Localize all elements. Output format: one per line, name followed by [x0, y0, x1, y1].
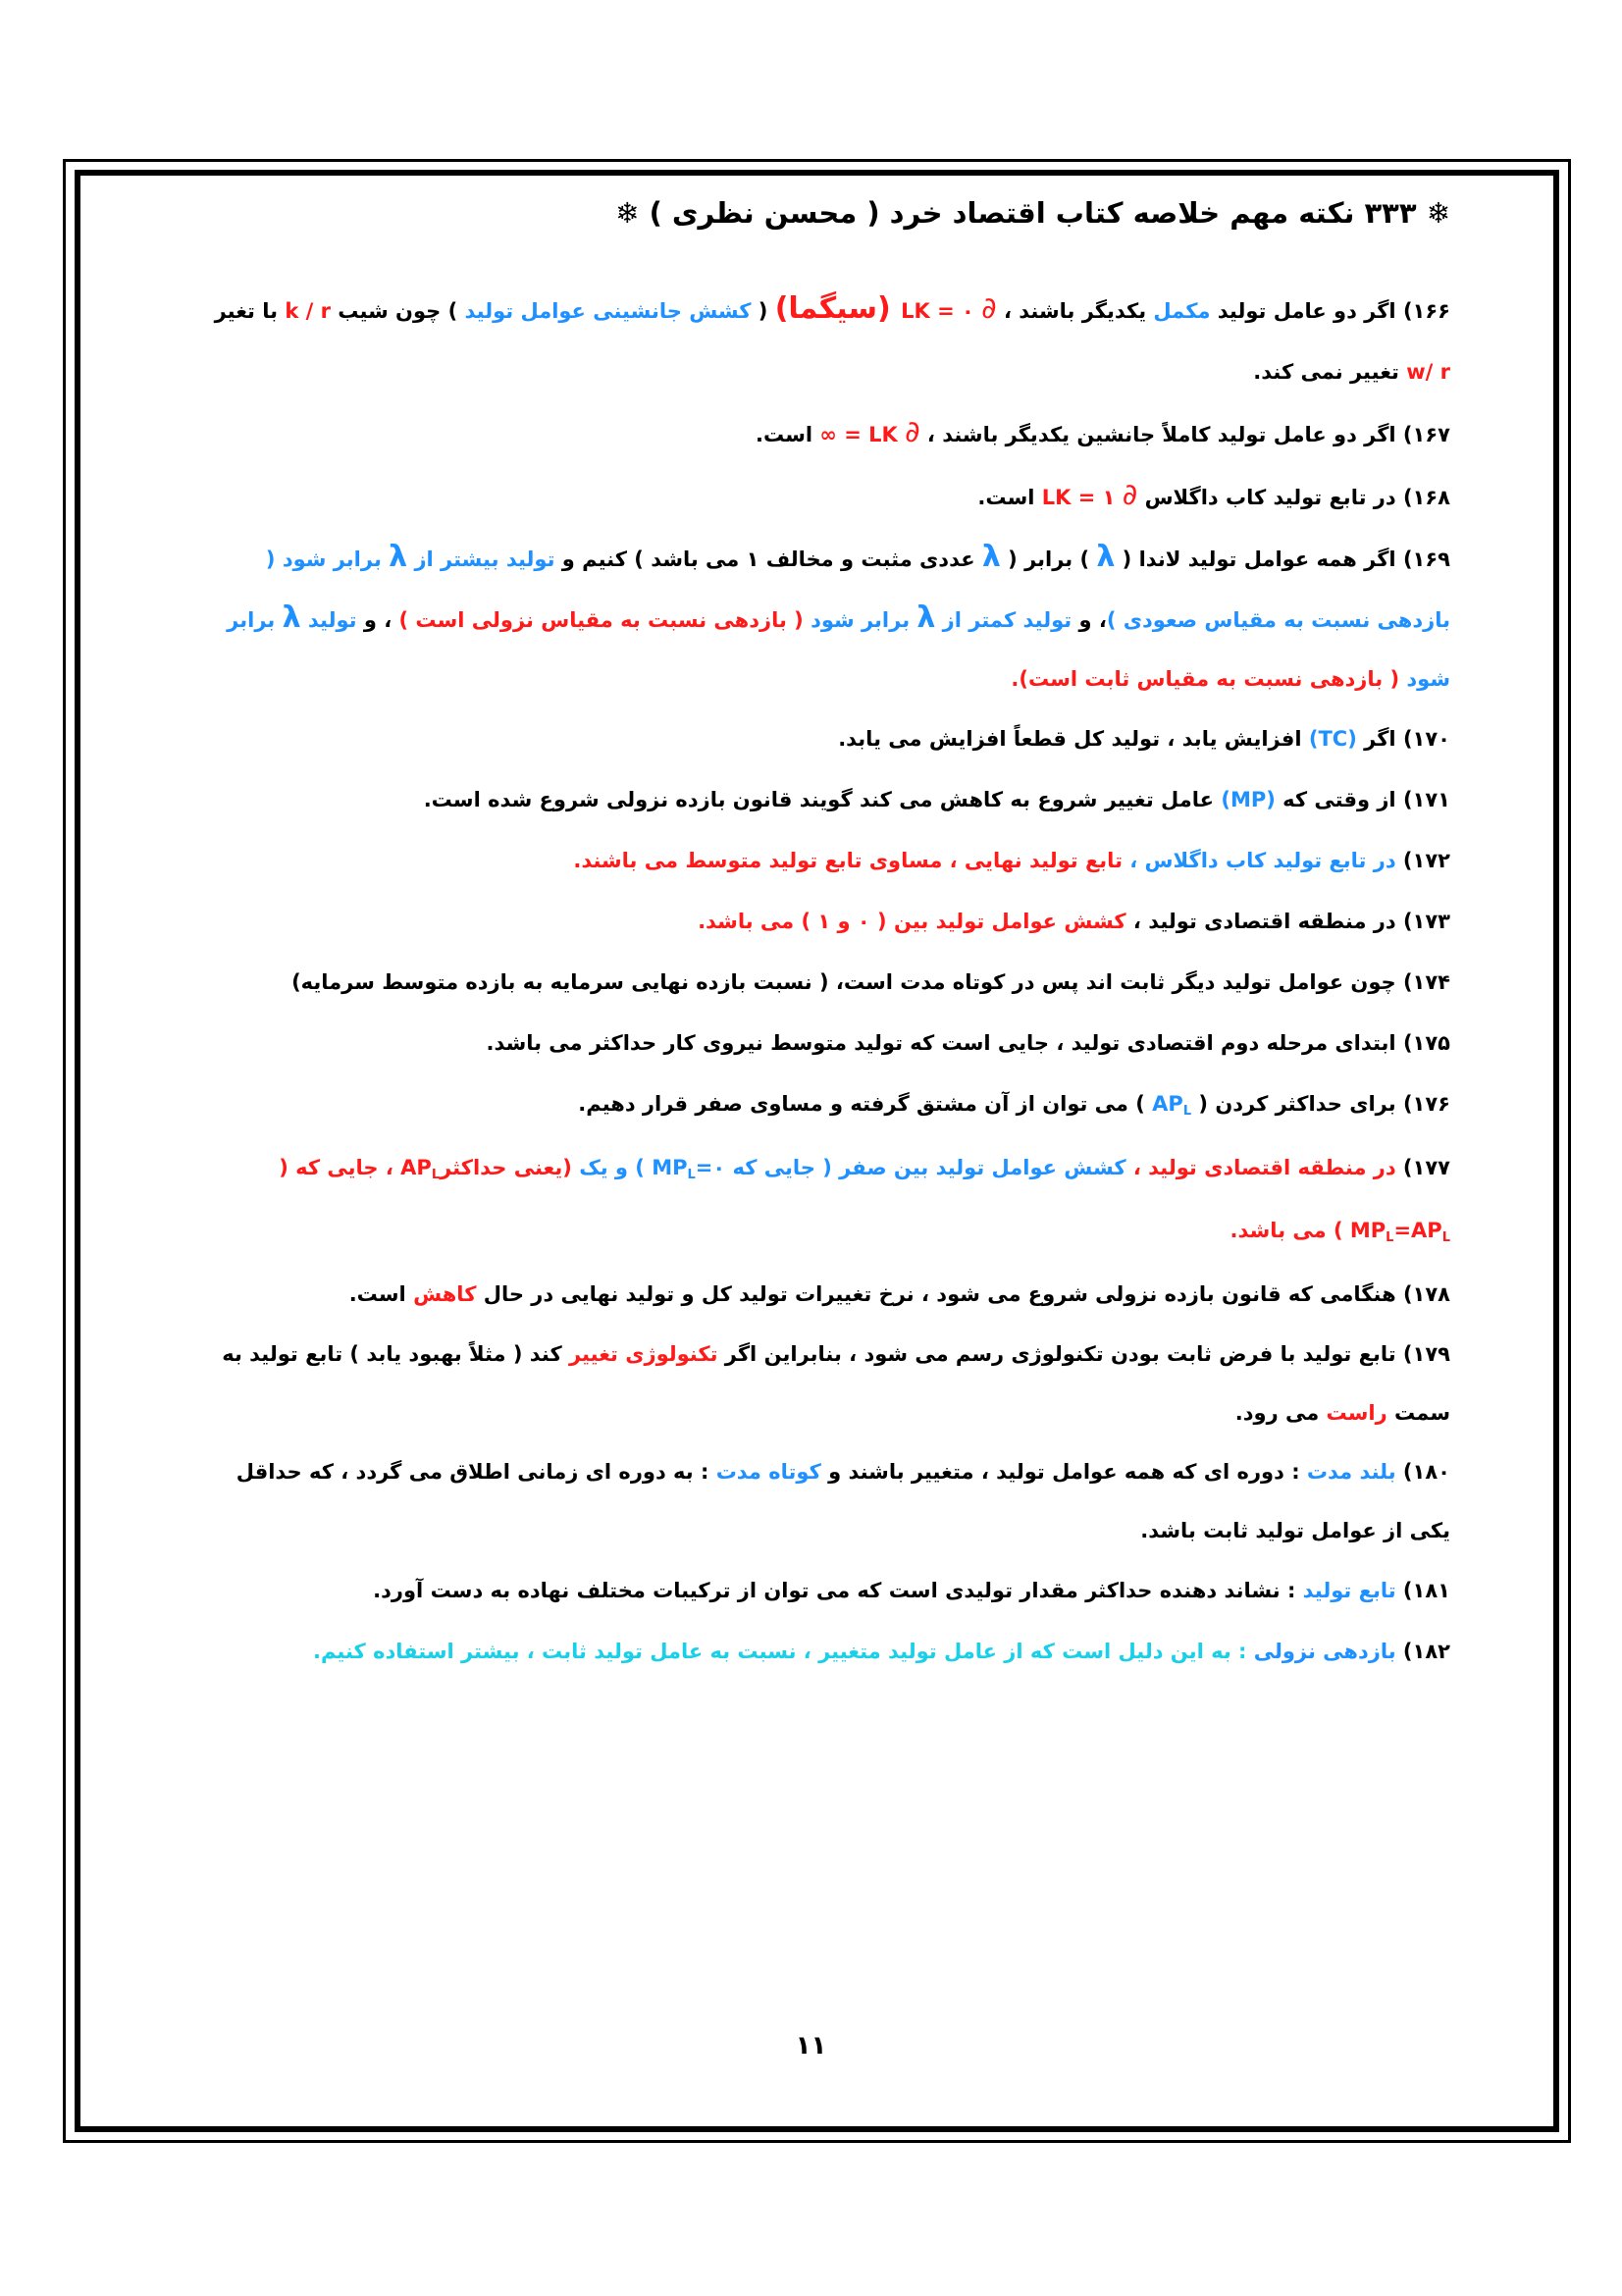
note-179-segment: ۱۷۹) تابع تولید با فرض ثابت بودن تکنولوژی رسم می شود ، بنابراین اگر: [717, 1342, 1450, 1366]
note-177-segment: ، جایی که ( MP: [279, 1156, 1387, 1242]
note-166-segment: با تغیر: [214, 299, 286, 323]
note-171-segment: عامل تغییر شروع به کاهش می کند گویند قانون بازده نزولی شروع شده است.: [423, 788, 1222, 811]
note-179-segment: می رود.: [1234, 1401, 1327, 1425]
note-181-segment: ۱۸۱): [1395, 1579, 1450, 1602]
note-181-segment: تابع تولید: [1302, 1579, 1396, 1602]
notes-list: [206, 279, 1450, 1682]
note-166-segment: w/ r: [1406, 360, 1450, 384]
note-176-segment: ) می توان از آن مشتق گرفته و مساوی صفر قرار دهیم.: [578, 1092, 1153, 1116]
note-item-166: [206, 279, 1450, 402]
document-body: [206, 186, 1450, 1682]
note-181-segment: : نشاند دهنده حداکثر مقدار تولیدی است که می توان از ترکیبات مختلف نهاده به دست آورد.: [373, 1579, 1303, 1602]
note-177-segment: MP: [652, 1156, 688, 1179]
note-168-segment: ∂: [1122, 478, 1138, 512]
note-item-181: [206, 1560, 1450, 1621]
note-173-segment: کشش عوامل تولید بین ( ۰ و ۱ ) می باشد.: [698, 910, 1126, 933]
note-168-segment: ۱۶۸) در تابع تولید کاب داگلاس: [1137, 486, 1450, 509]
note-178-segment: ۱۷۸) هنگامی که قانون بازده نزولی شروع می شود ، نرخ تغییرات تولید کل و تولید نهایی در حال: [476, 1282, 1450, 1306]
document-title: ❄ ۳۳۳ نکته مهم خلاصه کتاب اقتصاد خرد ( محسن نظری ) ❄: [615, 196, 1450, 230]
note-169-segment: تولید بیشتر از: [407, 548, 555, 571]
note-177-segment: =AP: [1393, 1219, 1442, 1242]
note-169-segment: برابر شود: [811, 608, 917, 632]
note-169-segment: λ: [1096, 540, 1116, 574]
note-182-segment: : به این دلیل است که از عامل تولید متغییر ، نسبت به عامل تولید ثابت ، بیشتر استفاده کنیم.: [312, 1640, 1254, 1663]
note-169-segment: تولید: [300, 608, 357, 632]
note-169-segment: λ: [389, 540, 408, 574]
note-166-segment: LK = ۰: [901, 299, 982, 323]
note-178-segment: کاهش: [413, 1282, 477, 1306]
note-item-174: [206, 952, 1450, 1013]
note-178-segment: است.: [348, 1282, 414, 1306]
note-169-segment: عددی مثبت و مخالف ۱ می باشد ) کنیم و: [554, 548, 982, 571]
note-180-segment: : دوره ای که همه عوامل تولید ، متغییر باشند و: [820, 1460, 1307, 1484]
page-number: ۱۱: [795, 2031, 827, 2061]
note-item-178: [206, 1264, 1450, 1325]
note-179-segment: کند ( مثلاً بهبود یابد ) تابع تولید به سمت: [222, 1342, 1450, 1425]
note-166-segment: (: [751, 299, 775, 323]
note-169-segment: ۱۶۹) اگر همه عوامل تولید لاندا (: [1115, 548, 1450, 571]
note-166-segment: کشش جانشینی عوامل تولید: [464, 299, 752, 323]
note-170-segment: (TC): [1308, 727, 1357, 751]
note-item-179: [206, 1325, 1450, 1442]
note-169-segment: ( بازدهی نسبت به مقیاس ثابت است).: [1011, 667, 1407, 691]
note-167-segment: ∂: [905, 415, 920, 449]
note-171-segment: ۱۷۱) از وقتی که: [1275, 788, 1450, 811]
note-172-segment: ۱۷۲): [1395, 849, 1450, 872]
note-170-segment: افزایش یابد ، تولید کل قطعاً افزایش می یابد.: [838, 727, 1309, 751]
note-173-segment: ۱۷۳) در منطقه اقتصادی تولید ،: [1125, 910, 1450, 933]
note-166-segment: ۱۶۶) اگر دو عامل تولید: [1210, 299, 1450, 323]
note-169-segment: برابر شود ( بازدهی نسبت به مقیاس صعودی ): [265, 548, 1450, 632]
note-169-segment: ، و: [1072, 608, 1107, 632]
note-180-segment: کوتاه مدت: [715, 1460, 821, 1484]
note-171-segment: (MP): [1221, 788, 1276, 811]
note-169-segment: ( بازدهی نسبت به مقیاس نزولی است ): [398, 608, 811, 632]
note-180-segment: ۱۸۰): [1395, 1460, 1450, 1484]
note-177-segment: L: [1386, 1230, 1394, 1245]
note-169-segment: ، و: [356, 608, 399, 632]
note-166-segment: (سیگما): [774, 291, 902, 326]
note-item-167: [206, 402, 1450, 465]
note-166-segment: یکدیگر باشند ،: [996, 299, 1154, 323]
note-166-segment: ) چون شیب: [330, 299, 465, 323]
note-167-segment: LK = ∞: [819, 423, 906, 446]
note-168-segment: LK = ۱: [1041, 486, 1123, 509]
note-180-segment: : به دوره ای زمانی اطلاق می گردد ، که حداقل یکی از عوامل تولید ثابت باشد.: [235, 1460, 1450, 1542]
note-176-segment: AP: [1152, 1092, 1183, 1116]
note-item-173: [206, 891, 1450, 952]
note-item-182: [206, 1621, 1450, 1682]
note-169-segment: تولید کمتر از: [935, 608, 1073, 632]
note-item-170: [206, 708, 1450, 769]
note-177-segment: L: [687, 1168, 696, 1182]
note-item-180: [206, 1442, 1450, 1560]
note-182-segment: ۱۸۲): [1395, 1640, 1450, 1663]
note-169-segment: λ: [282, 600, 301, 635]
note-item-172: [206, 830, 1450, 891]
note-177-segment: =۰ ) و یک: [571, 1156, 726, 1179]
note-item-176: [206, 1073, 1450, 1138]
note-177-segment: L: [1441, 1230, 1450, 1245]
note-179-segment: راست: [1326, 1401, 1387, 1425]
note-170-segment: ۱۷۰) اگر: [1356, 727, 1450, 751]
note-item-169: [206, 528, 1450, 708]
note-168-segment: است.: [977, 486, 1042, 509]
note-169-segment: λ: [916, 600, 936, 635]
note-169-segment: λ: [981, 540, 1001, 574]
note-176-segment: L: [1182, 1104, 1192, 1119]
note-item-171: [206, 769, 1450, 830]
note-177-segment: ) می باشد.: [1230, 1219, 1350, 1242]
note-180-segment: بلند مدت: [1306, 1460, 1396, 1484]
note-166-segment: ∂: [981, 291, 997, 326]
note-175-segment: ۱۷۵) ابتدای مرحله دوم اقتصادی تولید ، جایی است که تولید متوسط نیروی کار حداکثر می باشد.: [486, 1031, 1450, 1055]
note-182-segment: بازدهی نزولی: [1253, 1640, 1396, 1663]
note-172-segment: تابع تولید نهایی ، مساوی تابع تولید متوسط می باشند.: [573, 849, 1123, 872]
note-166-segment: k / r: [285, 299, 331, 323]
note-167-segment: است.: [756, 423, 820, 446]
note-166-segment: مکمل: [1153, 299, 1211, 323]
note-177-segment: L: [431, 1168, 441, 1182]
note-167-segment: ۱۶۷) اگر دو عامل تولید کاملاً جانشین یکدیگر باشند ،: [919, 423, 1450, 446]
note-item-175: [206, 1013, 1450, 1073]
note-177-segment: کشش عوامل تولید بین صفر ( جایی که: [725, 1156, 1126, 1179]
note-177-segment: در منطقه اقتصادی تولید ،: [1125, 1156, 1396, 1179]
note-item-177: [206, 1138, 1450, 1264]
note-169-segment: برابر شود: [227, 608, 1450, 691]
note-179-segment: تکنولوژی تغییر: [568, 1342, 718, 1366]
note-166-segment: تغییر نمی کند.: [1253, 360, 1407, 384]
note-169-segment: ) برابر (: [1000, 548, 1097, 571]
note-176-segment: ۱۷۶) برای حداکثر کردن (: [1191, 1092, 1450, 1116]
note-177-segment: ۱۷۷): [1395, 1156, 1450, 1179]
note-177-segment: (یعنی حداکثرAP: [400, 1156, 572, 1179]
note-172-segment: در تابع تولید کاب داگلاس ،: [1122, 849, 1396, 872]
note-174-segment: ۱۷۴) چون عوامل تولید دیگر ثابت اند پس در کوتاه مدت است، ( نسبت بازده نهایی سرمایه به بازده متوسط سرمایه): [291, 970, 1450, 994]
note-item-168: [206, 465, 1450, 528]
